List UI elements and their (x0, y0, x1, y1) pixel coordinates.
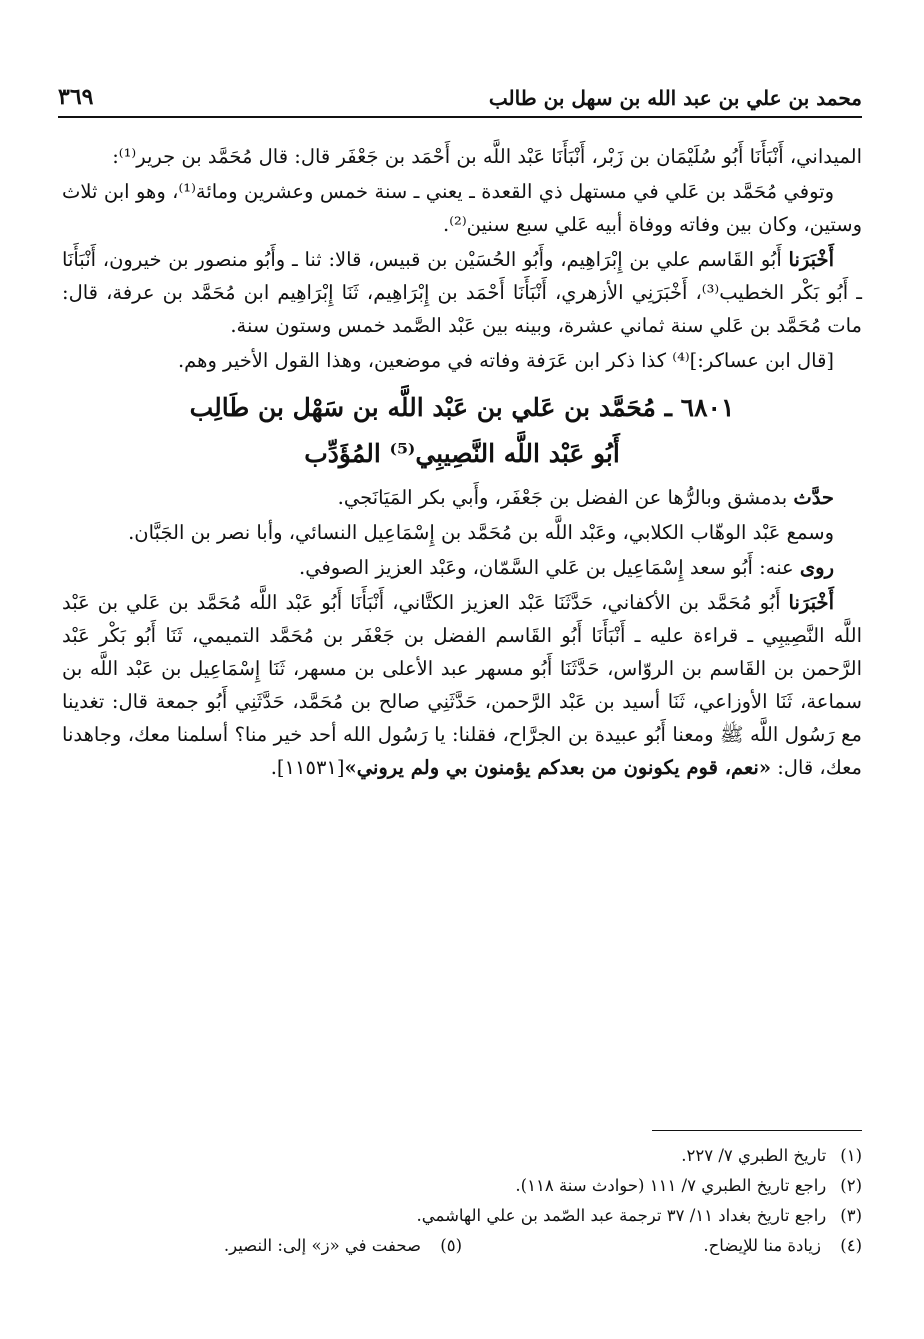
footnote-5 (62, 1231, 462, 1261)
paragraph-8-text: أَبُو مُحَمَّد بن الأكفاني، حَدَّثَنَا عَبْد العزيز الكتَّاني، أَنْبَأَنَا أَبُو عَبْد اللَّه مُحَمَّد بن عَلي بن عَبْد اللَّه النَّصِيبِي ـ قراءة عليه ـ أَنْبَأَنَا أَبُو القَاسم الفضل بن جَعْفَر بن مُحَمَّد التميمي، ثَنَا أَبُو بَكْر عَبْد الرَّحمن بن القَاسم بن الروّاس، حَدَّثَنَا أَبُو مسهر عبد الأعلى بن مسهر، ثَنَا إِسْمَاعِيل بن عَبْد اللَّه بن سماعة، ثَنَا الأوزاعي، ثَنَا أسيد بن عَبْد الرَّحمن، حَدَّثَنِي صالح بن مُحَمَّد، حَدَّثَنِي أَبُو جمعة قال: تغدينا مع رَسُول اللَّه ﷺ ومعنا أَبُو عبيدة بن الجرَّاح، فقلنا: يا رَسُول الله أحد خير منا؟ أسلمنا معك، وجاهدنا معك، قال: (62, 591, 862, 779)
paragraph-7-lead: روى (799, 556, 834, 579)
hadith-quote: «نعم، قوم يكونون من بعدكم يؤمنون بي ولم يروني» (344, 756, 772, 779)
footnote-2-number: (٢) (840, 1176, 862, 1195)
paragraph-7 (62, 551, 862, 584)
page-header (58, 76, 862, 118)
footnote-separator (652, 1130, 862, 1131)
paragraph-7-text: عنه: أَبُو سعد إِسْمَاعِيل بن عَلي السَّمّان، وعَبْد العزيز الصوفي. (299, 556, 800, 579)
footnotes (62, 1130, 862, 1261)
paragraph-5-lead: حدَّث (793, 486, 834, 509)
entry-title (62, 385, 862, 477)
paragraph-1: الميداني، أَنْبَأَنَا أَبُو سُلَيْمَان بن زَبْر، أَنْبَأَنَا عَبْد اللَّه بن أَحْمَد بن جَعْفَر قال: قال مُحَمَّد بن جرير⁽¹⁾: (112, 145, 862, 168)
entry-title-line-2: أَبُو عَبْد اللَّه النَّصِيبِي⁽⁵⁾ المُؤَدِّب (304, 439, 620, 468)
paragraph-2: وتوفي مُحَمَّد بن عَلي في مستهل ذي القعدة ـ يعني ـ سنة خمس وعشرين ومائة⁽¹⁾، وهو ابن ثلاث وستين، وكان بين وفاته ووفاة أبيه عَلي سبع سنين⁽²⁾. (62, 180, 862, 236)
footnote-4-5 (62, 1231, 862, 1261)
paragraph-5 (62, 481, 862, 514)
footnote-2 (62, 1171, 862, 1201)
paragraph-3-text: أَبُو القَاسم علي بن إِبْرَاهِيم، وأَبُو الحُسَيْن بن قبيس، قالا: ثنا ـ وأَبُو منصور بن خيرون، أَنْبَأَنَا ـ أَبُو بَكْر الخطيب⁽³⁾، أَخْبَرَنِي الأزهري، أَنْبَأَنَا أَحْمَد بن إِبْرَاهِيم، ثَنَا إِبْرَاهِيم ابن مُحَمَّد بن عرفة، قال: مات مُحَمَّد بن عَلي سنة ثماني عشرة، وبينه بين عَبْد الصَّمد خمس وستون سنة. (62, 248, 863, 337)
entry-title-line-1: ٦٨٠١ ـ مُحَمَّد بن عَلي بن عَبْد اللَّه بن سَهْل بن طَالِب (189, 393, 735, 422)
footnote-4-text: زيادة منا للإيضاح. (703, 1236, 821, 1255)
page-number: ٣٦٩ (58, 84, 94, 110)
paragraph-6: وسمع عَبْد الوهّاب الكلابي، وعَبْد اللَّه بن مُحَمَّد بن إِسْمَاعِيل النسائي، وأبا نصر بن الجَبَّان. (128, 521, 834, 544)
running-title: محمد بن علي بن عبد الله بن سهل بن طالب (488, 86, 862, 110)
paragraph-8-lead: أَخْبَرَنا (788, 591, 834, 614)
footnote-4 (462, 1231, 862, 1261)
footnote-3-text: راجع تاريخ بغداد ١١/ ٣٧ ترجمة عبد الصّمد بن علي الهاشمي. (416, 1206, 827, 1225)
footnote-4-number: (٤) (840, 1236, 862, 1255)
paragraph-4: [قال ابن عساكر:]⁽⁴⁾ كذا ذكر ابن عَرَفة وفاته في موضعين، وهذا القول الأخير وهم. (177, 349, 834, 372)
paragraph-8 (62, 586, 862, 784)
paragraph-5-text: بدمشق وبالرُّها عن الفضل بن جَعْفَر، وأَبي بكر المَيَانَجي. (337, 486, 794, 509)
paragraph-3 (62, 243, 862, 342)
hadith-reference: [١١٥٣١]. (270, 756, 345, 779)
footnote-1-number: (١) (840, 1146, 862, 1165)
footnote-3 (62, 1201, 862, 1231)
footnote-3-number: (٣) (840, 1206, 862, 1225)
footnote-1-text: تاريخ الطبري ٧/ ٢٢٧. (681, 1146, 827, 1165)
footnote-5-text: صحفت في «ز» إلى: النصير. (223, 1236, 421, 1255)
footnote-2-text: راجع تاريخ الطبري ٧/ ١١١ (حوادث سنة ١١٨). (515, 1176, 827, 1195)
footnote-5-number: (٥) (440, 1236, 462, 1255)
footnote-1 (62, 1141, 862, 1171)
main-text (62, 140, 862, 786)
paragraph-3-lead: أَخْبَرَنا (788, 248, 834, 271)
